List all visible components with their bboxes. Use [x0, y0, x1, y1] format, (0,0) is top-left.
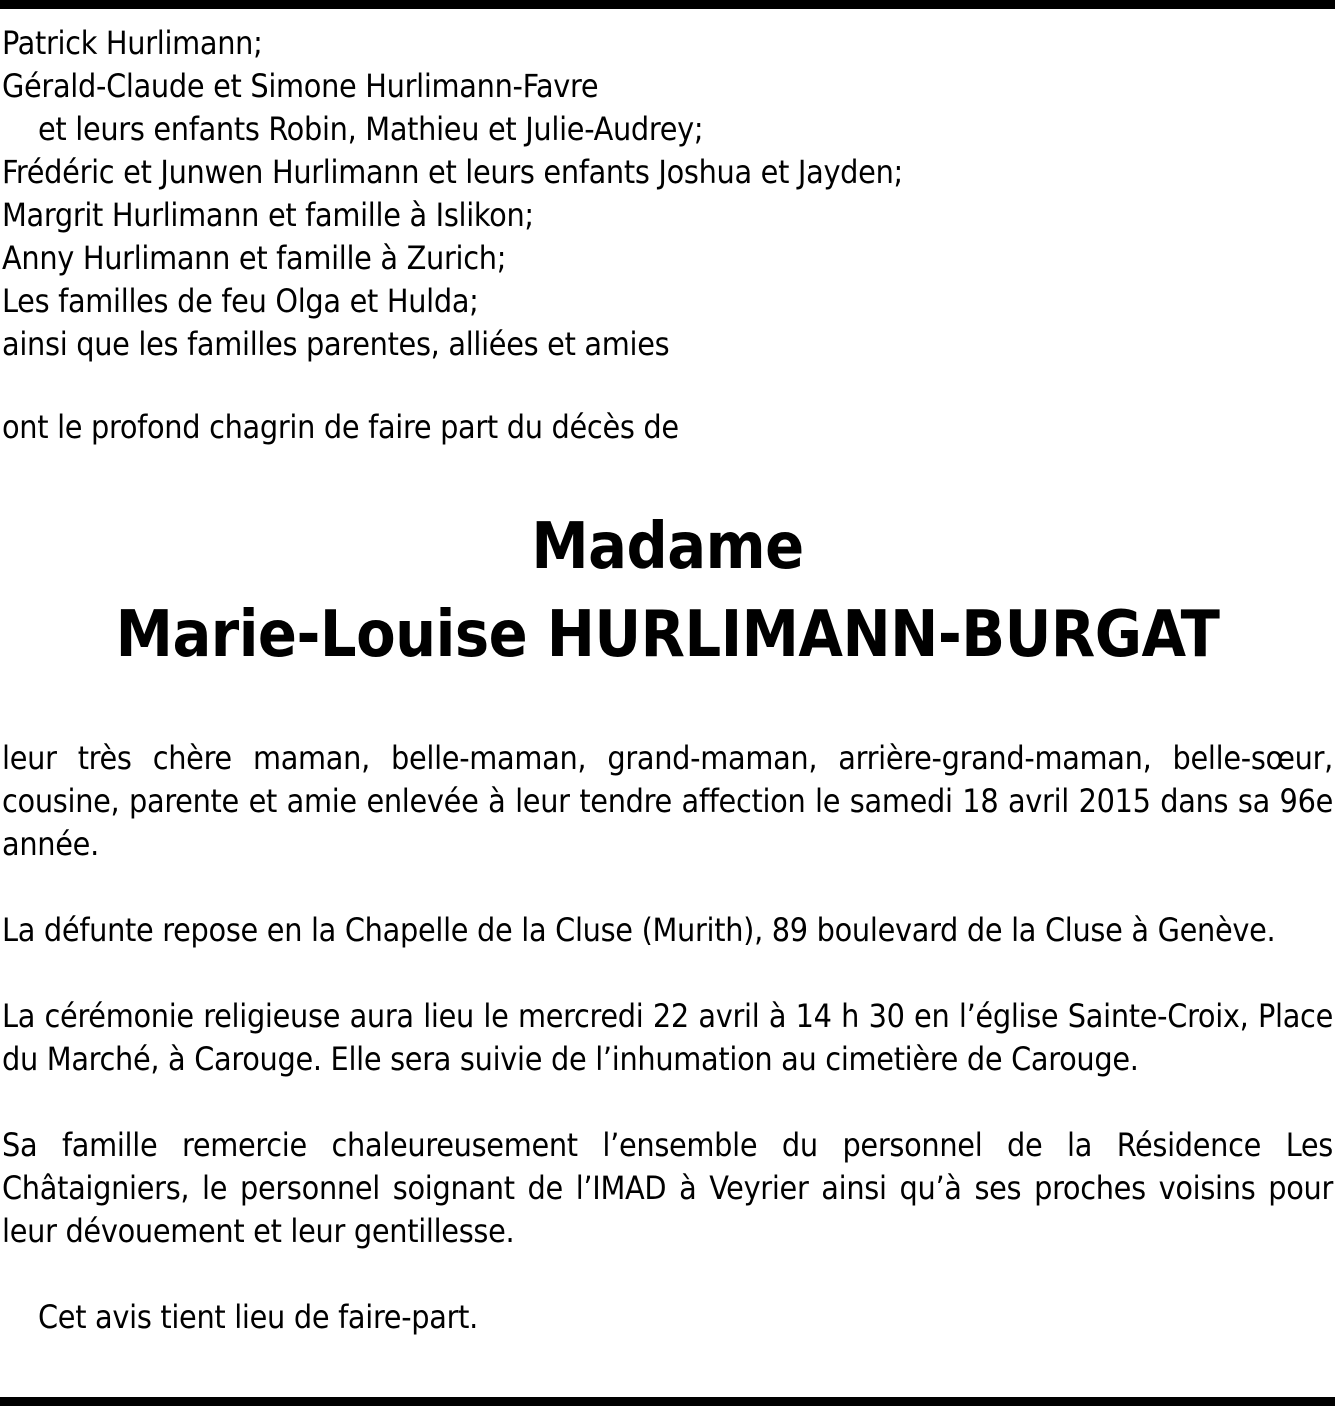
family-line: Margrit Hurlimann et famille à Islikon;	[2, 196, 534, 234]
obituary-notice	[2, 22, 1333, 1339]
deceased-name: Marie-Louise HURLIMANN-BURGAT	[115, 598, 1220, 672]
announcement-intro: ont le profond chagrin de faire part du décès de	[2, 408, 679, 446]
ceremony-paragraph: La cérémonie religieuse aura lieu le mercredi 22 avril à 14 h 30 en l’église Sainte-Croix, Place du Marché, à Carouge. Elle sera suivie de l’inhumation au cimetière de Carouge.	[2, 997, 1333, 1078]
family-line: Les familles de feu Olga et Hulda;	[2, 282, 479, 320]
family-line: ainsi que les familles parentes, alliées et amies	[2, 325, 670, 363]
family-line: Gérald-Claude et Simone Hurlimann-Favre	[2, 67, 599, 105]
family-line: et leurs enfants Robin, Mathieu et Julie-Audrey;	[38, 110, 704, 148]
top-border-rule	[0, 0, 1335, 9]
thanks-paragraph: Sa famille remercie chaleureusement l’ensemble du personnel de la Résidence Les Châtaigniers, le personnel soignant de l’IMAD à Veyrier ainsi qu’à ses proches voisins pour leur dévouement et leur gentillesse.	[2, 1126, 1333, 1250]
family-line: Patrick Hurlimann;	[2, 24, 263, 62]
bottom-border-rule	[0, 1397, 1335, 1406]
family-list	[2, 22, 1333, 366]
family-line: Anny Hurlimann et famille à Zurich;	[2, 239, 507, 277]
relation-paragraph: leur très chère maman, belle-maman, grand-maman, arrière-grand-maman, belle-sœur, cousine, parente et amie enlevée à leur tendre affection le samedi 18 avril 2015 dans sa 96e année.	[2, 739, 1333, 863]
resting-place-paragraph: La défunte repose en la Chapelle de la Cluse (Murith), 89 boulevard de la Cluse à Genève.	[2, 911, 1276, 949]
family-line: Frédéric et Junwen Hurlimann et leurs enfants Joshua et Jayden;	[2, 153, 903, 191]
closing-note: Cet avis tient lieu de faire-part.	[38, 1298, 478, 1336]
deceased-title: Madame	[531, 510, 804, 584]
